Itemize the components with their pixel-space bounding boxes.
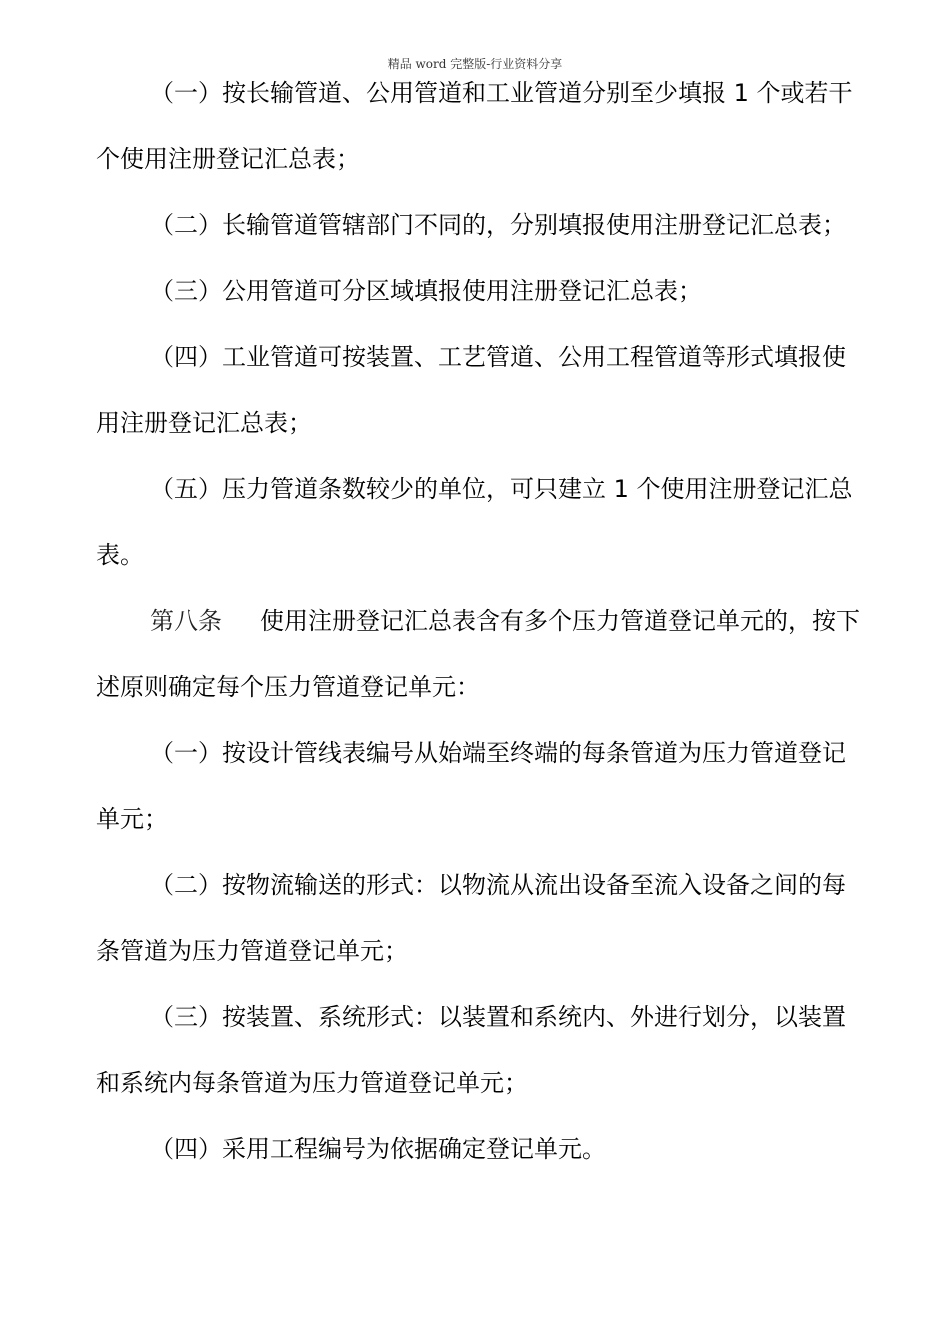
paragraph-1: （一）按长输管道、公用管道和工业管道分别至少填报 1 个或若干个使用注册登记汇总表； xyxy=(96,79,853,173)
article-8-item-1: （一）按设计管线表编号从始端至终端的每条管道为压力管道登记单元； xyxy=(96,739,846,833)
page-header: 精品 word 完整版-行业资料分享 xyxy=(387,57,563,71)
document-body xyxy=(96,60,866,1182)
article-8-item-4: （四）采用工程编号为依据确定登记单元。 xyxy=(150,1135,606,1163)
article-8-paragraph xyxy=(96,588,866,720)
paragraph-3: （三）公用管道可分区域填报使用注册登记汇总表； xyxy=(150,277,702,305)
paragraph-4: （四）工业管道可按装置、工艺管道、公用工程管道等形式填报使用注册登记汇总表； xyxy=(96,343,846,437)
article-8-item-3: （三）按装置、系统形式：以装置和系统内、外进行划分，以装置和系统内每条管道为压力管道登记单元； xyxy=(96,1003,846,1097)
paragraph-2: （二）长输管道管辖部门不同的，分别填报使用注册登记汇总表； xyxy=(150,211,846,239)
paragraph-5: （五）压力管道条数较少的单位，可只建立 1 个使用注册登记汇总表。 xyxy=(96,475,853,569)
article-8-item-2: （二）按物流输送的形式：以物流从流出设备至流入设备之间的每条管道为压力管道登记单元； xyxy=(96,871,846,965)
article-8-label: 第八条 xyxy=(150,607,222,635)
article-8-text: 使用注册登记汇总表含有多个压力管道登记单元的，按下述原则确定每个压力管道登记单元： xyxy=(96,607,860,701)
